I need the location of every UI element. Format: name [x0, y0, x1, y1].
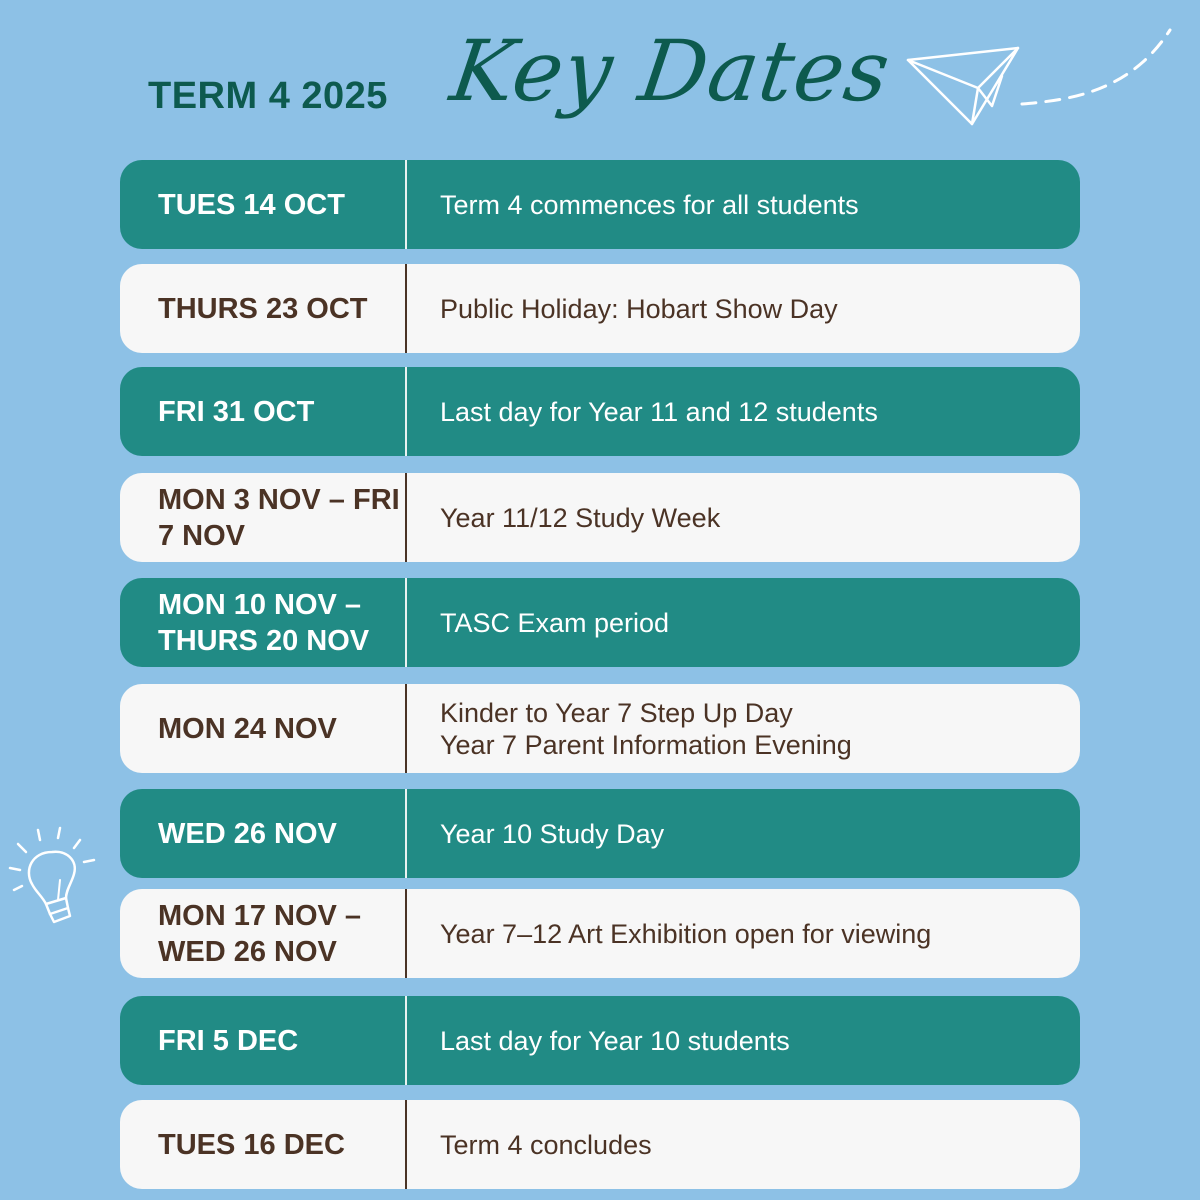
event-description-line: Public Holiday: Hobart Show Day [440, 293, 838, 324]
event-row [120, 578, 1080, 667]
event-row [120, 264, 1080, 353]
page-title: Key Dates [445, 22, 897, 120]
event-description-line: Term 4 concludes [440, 1129, 652, 1160]
event-description-line: TASC Exam period [440, 607, 670, 638]
event-date: TUES 16 DEC [158, 1128, 345, 1161]
event-date: MON 3 NOV – FRI 7 NOV [158, 483, 400, 552]
event-row [120, 1100, 1080, 1189]
event-description-line: Year 7–12 Art Exhibition open for viewing [440, 918, 932, 949]
event-date: THURS 23 OCT [158, 292, 368, 325]
event-date: MON 24 NOV [158, 712, 337, 745]
term-label: TERM 4 2025 [148, 75, 388, 117]
event-date: FRI 31 OCT [158, 395, 315, 428]
row-divider [405, 160, 407, 249]
event-row [120, 889, 1080, 978]
row-divider [405, 473, 407, 562]
row-divider [405, 889, 407, 978]
row-divider [405, 578, 407, 667]
event-description-line: Kinder to Year 7 Step Up Day [440, 697, 793, 728]
event-date: MON 10 NOV – THURS 20 NOV [158, 588, 370, 657]
row-divider [405, 996, 407, 1085]
event-description [440, 578, 1060, 667]
event-row [120, 996, 1080, 1085]
event-date: MON 17 NOV – WED 26 NOV [158, 899, 362, 968]
lightbulb-icon [0, 820, 100, 940]
event-description-line: Term 4 commences for all students [440, 189, 859, 220]
event-description [440, 996, 1060, 1085]
event-description-line: Last day for Year 10 students [440, 1025, 790, 1056]
event-description [440, 473, 1060, 562]
event-description [440, 367, 1060, 456]
row-divider [405, 264, 407, 353]
event-date: TUES 14 OCT [158, 188, 345, 221]
event-date: FRI 5 DEC [158, 1024, 299, 1057]
event-description [440, 264, 1060, 353]
event-row [120, 160, 1080, 249]
row-divider [405, 1100, 407, 1189]
paper-plane-icon [900, 20, 1190, 140]
event-row [120, 789, 1080, 878]
row-divider [405, 684, 407, 773]
event-description-line: Year 10 Study Day [440, 818, 665, 849]
event-description [440, 789, 1060, 878]
row-divider [405, 367, 407, 456]
event-description [440, 1100, 1060, 1189]
event-description [440, 889, 1060, 978]
event-description [440, 160, 1060, 249]
event-description [440, 684, 1060, 773]
event-description-line: Year 7 Parent Information Evening [440, 729, 852, 760]
event-row [120, 367, 1080, 456]
event-description-line: Last day for Year 11 and 12 students [440, 396, 878, 427]
event-description-line: Year 11/12 Study Week [440, 502, 721, 533]
event-row [120, 473, 1080, 562]
event-row [120, 684, 1080, 773]
row-divider [405, 789, 407, 878]
event-date: WED 26 NOV [158, 817, 337, 850]
